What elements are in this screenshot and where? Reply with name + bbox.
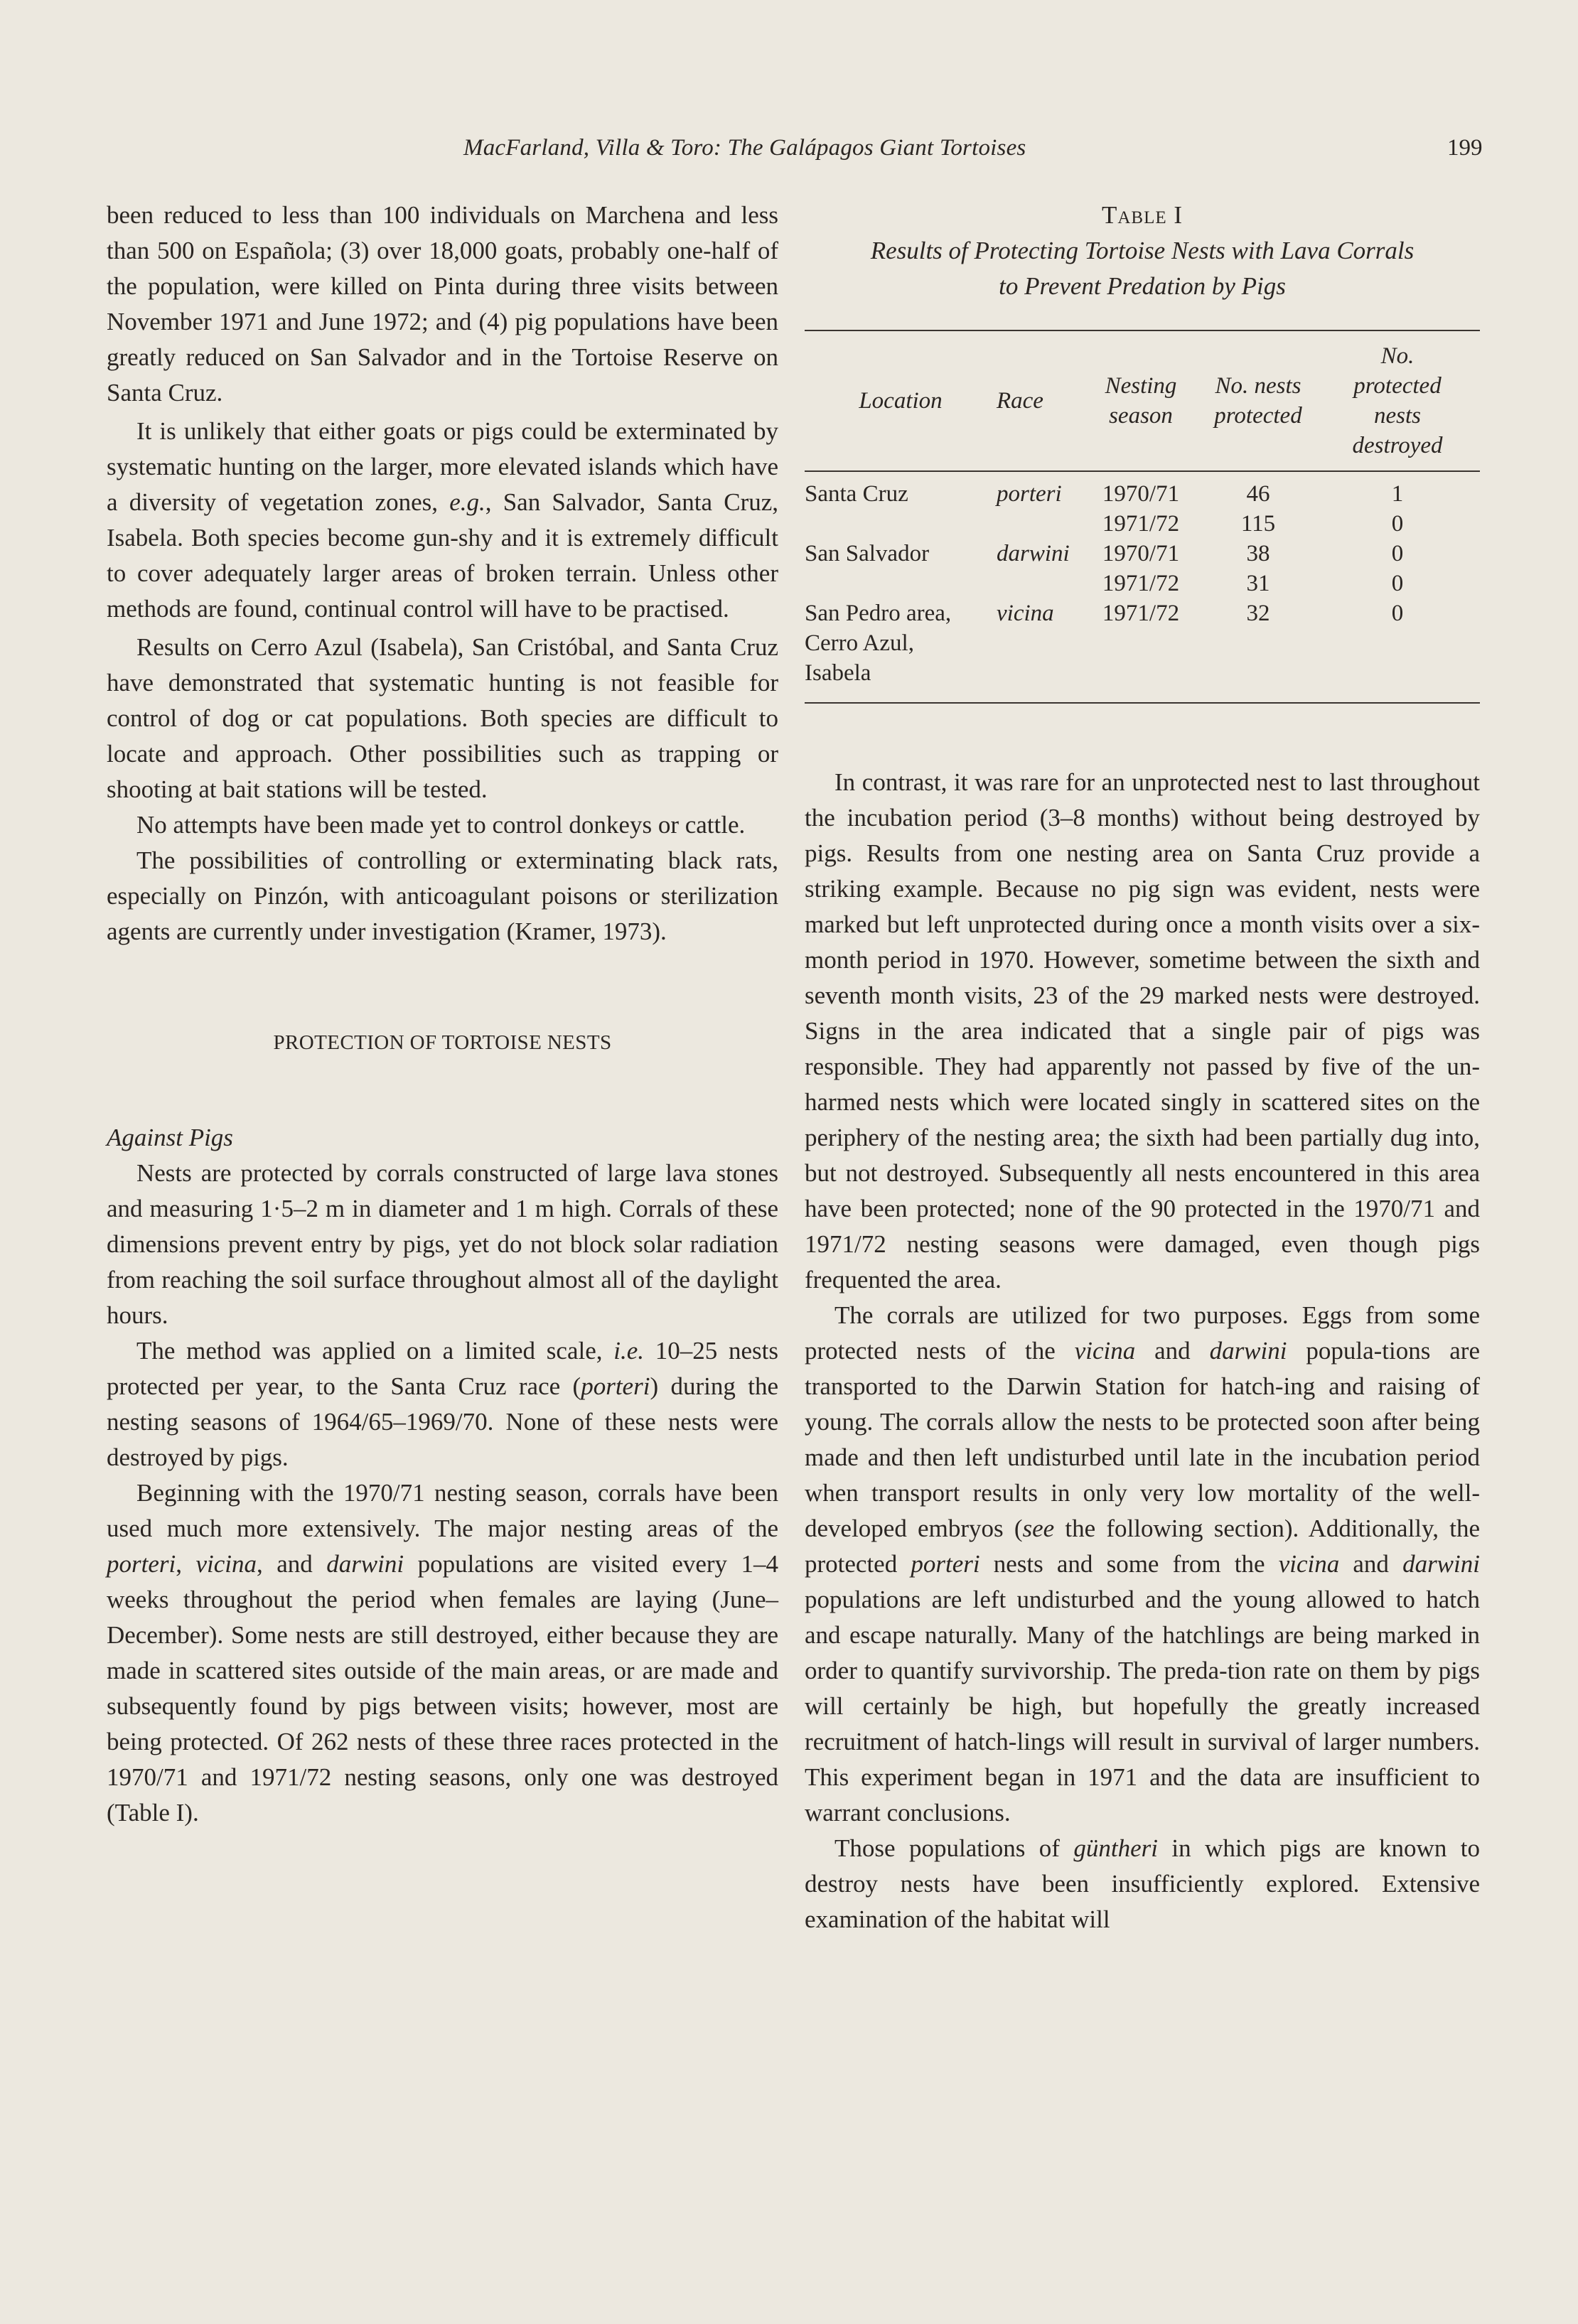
paragraph: The possibilities of controlling or exterminating black rats, especially on Pinzón, with anticoagulant poisons or sterilization agents are currently under investigation (Kramer, 1973). xyxy=(107,846,778,945)
col-header-nests: No. nests protected xyxy=(1214,373,1302,429)
col-header-race: Race xyxy=(997,388,1043,414)
cell-season: 1971/72 xyxy=(1102,571,1180,596)
table-row xyxy=(805,658,1480,688)
paragraph: Nests are protected by corrals constructed of large lava stones and measuring 1·5–2 m in diameter and 1 m high. Corrals of these dimensions prevent entry by pigs, yet do not block solar radiation from reaching the soil surface throughout almost all of the daylight hours. xyxy=(107,1159,778,1329)
paragraph: Those populations of güntheri in which pigs are known to destroy nests have been insufficiently explored. Extensive examination of the habitat will xyxy=(805,1834,1481,1933)
left-column xyxy=(107,198,778,1831)
cell-race: vicina xyxy=(997,601,1054,626)
cell-destroyed: 0 xyxy=(1391,571,1404,596)
paragraph: The corrals are utilized for two purposes. Eggs from some protected nests of the vicina and darwini popula-tions are transported to the Darwin Station for hatch-ing and raising of young. The corrals allow the nests to be protected soon after being made and then left undisturbed until late in the incubation period when transport results in only very low mortality of the well-developed embryos (see the following section). Additionally, the protected porteri nests and some from the vicina and darwini populations are left undisturbed and the young allowed to hatch and escape naturally. Many of the hatchlings are being marked in order to quantify survivorship. The preda-tion rate on them by pigs will certainly be high, but hopefully the greatly increased recruitment of hatch-lings will result in survival of larger numbers. This experiment began in 1971 and the data are insufficient to warrant conclusions. xyxy=(805,1301,1480,1827)
cell-location: Isabela xyxy=(805,660,871,686)
table-row xyxy=(805,569,1480,598)
cell-location: Cerro Azul, xyxy=(805,630,914,656)
section-title: PROTECTION OF TORTOISE NESTS xyxy=(273,1031,612,1054)
cell-nests xyxy=(1201,658,1315,688)
paragraph: No attempts have been made yet to control donkeys or cattle. xyxy=(136,811,746,839)
cell-race xyxy=(997,628,1080,658)
cell-location xyxy=(805,509,997,539)
paragraph: Results on Cerro Azul (Isabela), San Cristóbal, and Santa Cruz have demonstrated that systematic hunting is not feasible for control of dog or cat populations. Both species are difficult to locate and approach. Other possibilities such as trapping or shooting at bait stations will be tested. xyxy=(107,633,778,803)
cell-season: 1970/71 xyxy=(1102,481,1180,507)
col-header-season: Nesting season xyxy=(1105,373,1177,429)
cell-location: San Pedro area, xyxy=(805,601,952,626)
cell-race xyxy=(997,509,1080,539)
table-caption-line: to Prevent Predation by Pigs xyxy=(999,272,1286,300)
col-header-location: Location xyxy=(859,388,943,414)
cell-season: 1970/71 xyxy=(1102,541,1180,566)
results-table xyxy=(805,341,1480,461)
paragraph: been reduced to less than 100 individuals on Marchena and less than 500 on Española; (3) over 18,000 goats, probably one-half of the population, were killed on Pinta during three visits between November 1971 and June 1972; and (4) pig populations have been greatly reduced on San Salvador and in the Tortoise Reserve on Santa Cruz. xyxy=(107,201,778,407)
page-number: 199 xyxy=(1447,135,1483,161)
cell-destroyed: 0 xyxy=(1391,511,1404,537)
running-header xyxy=(0,135,1578,171)
table-row xyxy=(805,509,1480,539)
cell-season: 1971/72 xyxy=(1102,601,1180,626)
cell-location: Santa Cruz xyxy=(805,481,908,507)
cell-season xyxy=(1080,628,1201,658)
paragraph: In contrast, it was rare for an unprotected nest to last throughout the incubation period (3–8 months) without being destroyed by pigs. Results from one nesting area on Santa Cruz provide a striking example. Because no pig sign was evident, nests were marked but left unprotected during once a month visits over a six-month period in 1970. However, sometime between the sixth and seventh month visits, 23 of the 29 marked nests were destroyed. Signs in the area indicated that a single pair of pigs was responsible. They had apparently not passed by five of the un-harmed nests which were located singly in scattered sites on the periphery of the nesting area; the sixth had been partially dug into, but not destroyed. Subsequently all nests encountered in this area have been protected; none of the 90 protected in the 1970/71 and 1971/72 nesting seasons were damaged, even though pigs frequented the area. xyxy=(805,768,1480,1293)
cell-nests: 31 xyxy=(1246,571,1270,596)
table-label: Table I xyxy=(1101,201,1184,229)
paragraph: The method was applied on a limited scale, i.e. 10–25 nests protected per year, to the Santa Cruz race (porteri) during the nesting seasons of 1964/65–1969/70. None of these nests were destroyed by pigs. xyxy=(107,1337,778,1471)
cell-race: porteri xyxy=(997,481,1062,507)
cell-race: darwini xyxy=(997,541,1070,566)
col-header-destroyed: No. protected nests destroyed xyxy=(1352,343,1443,458)
cell-location: San Salvador xyxy=(805,541,930,566)
cell-race xyxy=(997,658,1080,688)
paragraph: It is unlikely that either goats or pigs could be exterminated by systematic hunting on the larger, more elevated islands which have a diversity of vegetation zones, e.g., San Salvador, Santa Cruz, Isabela. Both species become gun-shy and it is extremely difficult to cover adequately larger areas of broken terrain. Unless other methods are found, continual control will have to be practised. xyxy=(107,417,779,623)
cell-nests: 115 xyxy=(1240,511,1276,537)
table-row xyxy=(805,539,1480,569)
cell-location xyxy=(805,569,997,598)
right-column xyxy=(805,198,1480,1937)
cell-destroyed: 1 xyxy=(1391,481,1404,507)
cell-season xyxy=(1080,658,1201,688)
table-header-rule xyxy=(805,470,1480,472)
cell-season: 1971/72 xyxy=(1102,511,1180,537)
cell-destroyed xyxy=(1315,628,1480,658)
table-caption-line: Results of Protecting Tortoise Nests with Lava Corrals xyxy=(870,237,1415,264)
cell-race xyxy=(997,569,1080,598)
paragraph: Beginning with the 1970/71 nesting season, corrals have been used much more extensively. The major nesting areas of the porteri, vicina, and darwini populations are visited every 1–4 weeks throughout the period when females are laying (June–December). Some nests are still destroyed, either because they are made in scattered sites outside of the main areas, or are made and subsequently found by pigs between visits; however, most are being protected. Of 262 nests of these three races protected in the 1970/71 and 1971/72 nesting seasons, only one was destroyed (Table I). xyxy=(107,1479,778,1827)
table-row xyxy=(805,628,1480,658)
results-table-body xyxy=(805,479,1480,688)
cell-nests: 46 xyxy=(1246,481,1270,507)
cell-destroyed: 0 xyxy=(1391,541,1404,566)
table-row xyxy=(805,479,1480,509)
table-row xyxy=(805,598,1480,628)
cell-destroyed: 0 xyxy=(1391,601,1404,626)
cell-nests: 32 xyxy=(1246,601,1270,626)
running-title: MacFarland, Villa & Toro: The Galápagos Giant Tortoises xyxy=(463,135,1026,161)
table-header-row xyxy=(805,341,1480,461)
cell-nests xyxy=(1201,628,1315,658)
subheading: Against Pigs xyxy=(107,1124,233,1151)
cell-destroyed xyxy=(1315,658,1480,688)
cell-nests: 38 xyxy=(1246,541,1270,566)
table-top-rule xyxy=(805,330,1480,331)
